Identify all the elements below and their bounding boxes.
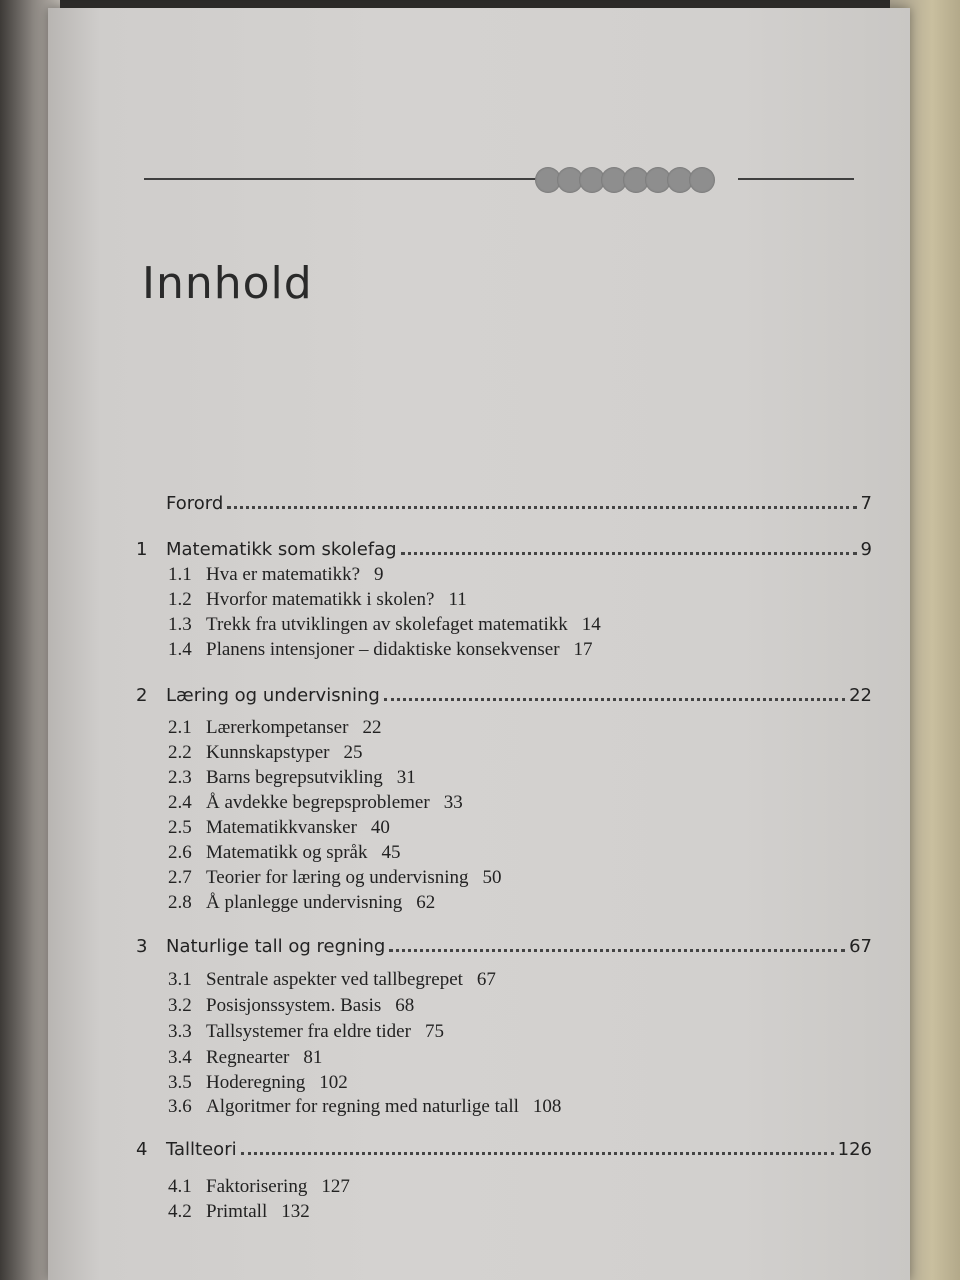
chapter-title: Matematikk som skolefag <box>166 539 397 560</box>
section-number: 1.3 <box>168 614 192 635</box>
section-page-number: 17 <box>573 639 593 660</box>
section-title: Matematikkvansker <box>206 817 357 838</box>
chapter-title: Læring og undervisning <box>166 685 380 706</box>
toc-section <box>168 842 400 866</box>
section-page-number: 14 <box>581 614 601 635</box>
header-rule-right <box>738 178 854 180</box>
dot-leader <box>389 948 845 952</box>
dot-leader <box>241 1151 834 1155</box>
section-number: 4.2 <box>168 1201 192 1222</box>
section-number: 2.8 <box>168 892 192 913</box>
page-title: Innhold <box>142 258 313 309</box>
section-title: Teorier for læring og undervisning <box>206 867 469 888</box>
section-page-number: 25 <box>343 742 363 763</box>
section-page-number: 33 <box>443 792 463 813</box>
toc-section <box>168 1201 310 1225</box>
section-title: Tallsystemer fra eldre tider <box>206 1021 411 1042</box>
section-title: Regnearter <box>206 1047 290 1068</box>
section-title: Matematikk og språk <box>206 842 368 863</box>
book-page <box>48 8 910 1280</box>
toc-entry-label: Forord <box>166 493 224 514</box>
section-title: Lærerkompetanser <box>206 717 349 738</box>
section-page-number: 40 <box>370 817 390 838</box>
toc-entry-forord <box>166 486 872 514</box>
chapter-number: 1 <box>136 539 148 560</box>
toc-section <box>168 792 463 816</box>
section-number: 2.6 <box>168 842 192 863</box>
section-title: Kunnskapstyper <box>206 742 330 763</box>
section-title: Å avdekke begrepsproblemer <box>206 792 430 813</box>
toc-section <box>168 767 416 791</box>
chapter-title: Tallteori <box>166 1139 237 1160</box>
section-page-number: 62 <box>416 892 436 913</box>
toc-chapter <box>136 678 872 706</box>
section-number: 3.4 <box>168 1047 192 1068</box>
section-page-number: 22 <box>362 717 382 738</box>
toc-section <box>168 639 593 663</box>
ornament-dot <box>689 167 715 193</box>
section-page-number: 81 <box>303 1047 323 1068</box>
section-title: Hoderegning <box>206 1072 306 1093</box>
section-number: 1.2 <box>168 589 192 610</box>
dot-leader <box>227 505 856 509</box>
section-page-number: 9 <box>374 564 384 585</box>
dot-leader <box>401 551 857 555</box>
section-number: 3.6 <box>168 1096 192 1117</box>
header-rule-left <box>144 178 539 180</box>
section-page-number: 127 <box>321 1176 350 1197</box>
section-number: 2.1 <box>168 717 192 738</box>
section-title: Algoritmer for regning med naturlige tall <box>206 1096 519 1117</box>
toc-section <box>168 589 467 613</box>
section-title: Primtall <box>206 1201 268 1222</box>
section-number: 2.4 <box>168 792 192 813</box>
toc-page-number: 126 <box>837 1139 872 1160</box>
section-title: Hvorfor matematikk i skolen? <box>206 589 435 610</box>
section-title: Planens intensjoner – didaktiske konsekvenser <box>206 639 560 660</box>
chapter-number: 4 <box>136 1139 148 1160</box>
toc-section <box>168 564 384 588</box>
section-page-number: 45 <box>381 842 401 863</box>
toc-section <box>168 614 601 638</box>
section-number: 3.2 <box>168 995 192 1016</box>
toc-section <box>168 995 414 1019</box>
section-page-number: 67 <box>476 969 496 990</box>
toc-section <box>168 717 381 741</box>
toc-section <box>168 892 435 916</box>
section-page-number: 50 <box>482 867 502 888</box>
section-number: 3.5 <box>168 1072 192 1093</box>
section-page-number: 132 <box>281 1201 310 1222</box>
toc-section <box>168 1096 561 1120</box>
toc-chapter <box>136 929 872 957</box>
toc-section <box>168 1021 444 1045</box>
section-page-number: 75 <box>424 1021 444 1042</box>
dot-leader <box>384 697 845 701</box>
section-page-number: 31 <box>396 767 416 788</box>
section-number: 4.1 <box>168 1176 192 1197</box>
section-number: 1.1 <box>168 564 192 585</box>
section-title: Å planlegge undervisning <box>206 892 403 913</box>
toc-section <box>168 742 362 766</box>
toc-section <box>168 1047 322 1071</box>
section-page-number: 68 <box>395 995 415 1016</box>
toc-section <box>168 1176 350 1200</box>
section-title: Faktorisering <box>206 1176 308 1197</box>
section-title: Posisjonssystem. Basis <box>206 995 382 1016</box>
section-title: Hva er matematikk? <box>206 564 361 585</box>
section-page-number: 11 <box>448 589 467 610</box>
section-number: 2.5 <box>168 817 192 838</box>
section-title: Barns begrepsutvikling <box>206 767 383 788</box>
section-number: 3.1 <box>168 969 192 990</box>
toc-page-number: 9 <box>860 539 872 560</box>
section-number: 2.7 <box>168 867 192 888</box>
toc-chapter <box>136 532 872 560</box>
toc-chapter <box>136 1132 872 1160</box>
toc-section <box>168 1072 348 1096</box>
toc-section <box>168 867 502 891</box>
section-page-number: 108 <box>532 1096 562 1117</box>
section-number: 3.3 <box>168 1021 192 1042</box>
toc-page-number: 67 <box>849 936 872 957</box>
toc-section <box>168 969 496 993</box>
header-dot-ornament <box>535 167 711 193</box>
chapter-number: 3 <box>136 936 148 957</box>
toc-page-number: 7 <box>860 493 872 514</box>
section-page-number: 102 <box>319 1072 348 1093</box>
section-number: 2.3 <box>168 767 192 788</box>
chapter-number: 2 <box>136 685 148 706</box>
section-title: Sentrale aspekter ved tallbegrepet <box>206 969 463 990</box>
section-number: 1.4 <box>168 639 192 660</box>
toc-section <box>168 817 390 841</box>
section-title: Trekk fra utviklingen av skolefaget matematikk <box>206 614 568 635</box>
chapter-title: Naturlige tall og regning <box>166 936 386 957</box>
section-number: 2.2 <box>168 742 192 763</box>
toc-page-number: 22 <box>849 685 872 706</box>
